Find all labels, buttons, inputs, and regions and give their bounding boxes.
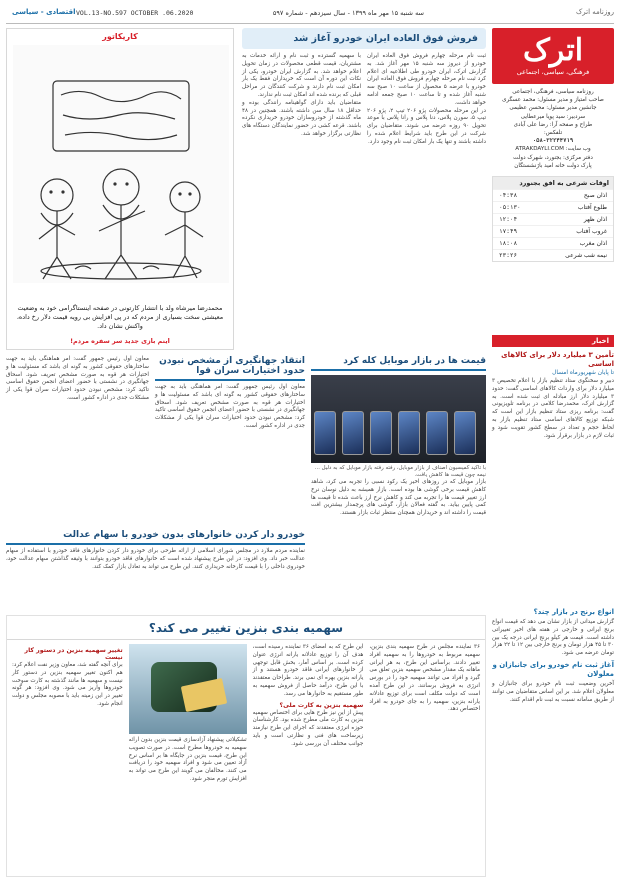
fuel-pump-photo [129,644,247,734]
phones-photo [311,375,486,463]
news-column-lower [492,605,614,875]
prayer-row [493,189,613,201]
credit-line: جانشین مدیر مسئول: محسن عظیمی [509,105,597,112]
feature-subhead: سهمیه بنزین به کارت ملی؟ [279,701,364,709]
feature-paragraph: برای آنچه گفته شد، معاون وزیر نفت اعلام کرد: هم اکنون تغییر سهمیه بنزین در دستور کار نیست و سهمیه ها مانند گذشته به کارت سوخت خودروها واریز می شود. وی افزود: هر گونه تغییر در این زمینه باید با مصوبه مجلس و دولت انجام شود. [11,662,123,707]
prayer-time: ۲۳:۲۶ [499,252,518,260]
credit-line: دفتر مرکزی: بجنورد، شهرک دولت [513,154,593,161]
header-brand: روزنامه اترک [576,8,614,16]
credit-line: تلفکس: [543,130,563,137]
credit-line: سردبیر: سید پویا میرعطایی [520,113,586,120]
left-column-text [6,356,149,526]
header-strip [6,4,614,24]
prayer-time: ۰۴:۳۸ [499,192,518,200]
prayer-row [493,237,613,249]
news-headline[interactable]: آغاز ثبت نام خودرو برای جانبازان و معلولان [492,660,614,678]
prayer-row [493,201,613,213]
top-story-columns [242,53,486,147]
jahangiri-story-title[interactable]: انتقاد جهانگیری از مشخص نبودن حدود اختیارات سران قوا [155,356,305,381]
prayer-title: اوقات شرعی به افق بجنورد [493,177,613,189]
prayer-row [493,225,613,237]
story-paragraph: معاون اول رئیس جمهور گفت: امر هماهنگی باید به جهت ساختارهای حقوقی کشور به گونه ای باشد که مسئولیت ها و اختیارات هر قوه به صورت مشخص تعریف شود. اسحاق جهانگیری در نشستی با حضور اعضای انجمن حقوق اساسی تاکید کرد: مشخص نبودن حدود اختیارات سران قوا یکی از مشکلات جدی در اداره کشور است. [6,356,149,401]
cartoon-drawing [13,45,229,283]
prayer-times [492,176,614,262]
story-paragraph: معاون اول رئیس جمهور گفت: امر هماهنگی باید به جهت ساختارهای حقوقی کشور به گونه ای باشد که مسئولیت ها و اختیارات هر قوه به صورت مشخص تعریف شود. اسحاق جهانگیری در نشستی با حضور اعضای انجمن حقوق اساسی تاکید کرد: مشخص نبودن حدود اختیارات سران قوا یکی از مشکلات جدی در اداره کشور است. [155,384,305,429]
prayer-row [493,249,613,261]
feature-paragraph: این طرح که به امضای ۳۶ نماینده رسیده است، هدف آن را توزیع عادلانه یارانه انرژی عنوان کرده است. بر اساس آمار، بخش قابل توجهی از خانوارهای ایرانی فاقد خودرو هستند و از یارانه بنزین بهره ای نمی برند. طراحان معتقدند با این طرح، درآمد حاصل از فروش سهمیه به طور مستقیم به خانوارها می رسد. [252,644,364,697]
story-paragraph: ثبت نام مرحله چهارم فروش فوق العاده ایران خودرو از دیروز سه شنبه ۱۵ مهر آغاز شد. به گزارش اترک، ایران خودرو طی اطلاعیه ای اعلام کرد ثبت نام مرحله چهارم فروش فوق العاده ایران خودرو با عرضه ۵ محصول از ساعت ۱۰ صبح سه شنبه آغاز شده و تا ساعت ۱۰ صبح جمعه ادامه خواهد داشت. [367,53,486,106]
story-paragraph: با سهمیه گسترده و ثبت نام و ارائه خدمات به مشتریان، قیمت قطعی محصولات در زمان تحویل اعلام خواهد شد. به گزارش ایران خودرو، یکی از نکات این دوره آن است که خریداران فقط یک بار امکان ثبت نام دارند و شرکت کنندگان در مراحل قبلی که برنده شده اند امکان ثبت نام ندارند. [242,53,361,98]
header-date-fa: سه شنبه ۱۵ مهر ماه ۱۳۹۹ - سال سیزدهم - شماره ۵۹۷ [272,9,424,17]
credits-block [492,88,614,170]
story-paragraph: در این مرحله محصولات پژو ۲۰۶ تیپ ۲، پژو ۲۰۶ تیپ ۵، سورن پلاس، دنا پلاس و رانا پلاس با موعد تحویل ۹۰ روزه عرضه می شوند. متقاضیان برای شرکت در این طرح باید شرایط اعلام شده را داشته باشند و تنها یک بار امکان ثبت نام وجود دارد. [367,107,487,145]
cartoon-credit: اینم بازی جدید سر سفره مردم! [70,337,170,345]
khodro-story-title[interactable]: خودرو دار کردن خانوارهای بدون خودرو با سهام عدالت [6,530,305,545]
prayer-row [493,213,613,225]
khodro-story [6,530,305,610]
cartoon-caption: محمدرضا میرشاه ولد با انتشار کارتونی در صفحه اینستاگرامی خود به وضعیت معیشتی سخت بسیاری از مردم که در پی افزایش بی رویه قیمت دلار رخ داده، واکنش نشان داد. [16,304,224,330]
feature-paragraph: تشکیلاتی پیشنهاد آزادسازی قیمت بنزین بدون ارائه سهمیه به خودروها مطرح است. در صورت تصویب این طرح، قیمت بنزین در جایگاه ها بر اساس نرخ آزاد تعیین می شود و افراد سهمیه خود را دریافت می کنند. مخالفان می گویند این طرح می تواند به افزایش تورم منجر شود. [128,737,247,782]
khodro-story-columns [6,548,305,571]
feature-subhead: تغییر سهمیه بنزین در دستور کار نیست [24,647,123,661]
prayer-time: ۱۷:۴۹ [499,228,518,236]
news-body: آخرین وضعیت ثبت نام خودرو برای جانبازان و معلولان اعلام شد. بر این اساس متقاضیان می توانند از طریق سامانه نسبت به ثبت نام اقدام کنند. [492,680,614,703]
jahangiri-story [155,356,305,526]
story-paragraph: بازار موبایل که در روزهای اخیر یک رکود نسبی را تجربه می کرد، شاهد کاهش قیمت برخی گوشی ها بوده است. بازار همیشه به دلیل نوسان نرخ ارز تغییر قیمت ها را تجربه می کند و کاهش نرخ ارز باعث شده تا قیمت ها کمی پایین بیاید. به گفته فعالان بازار، گوشی های پرچمدار بیشترین افت قیمت را داشته اند و خریداران همچنان منتظر ثبات بازار هستند. [311,479,486,517]
feature-column [253,644,364,784]
cartoon-box [6,28,234,350]
prayer-label: اذان ظهر [583,216,607,224]
mobile-story [311,356,486,606]
prayer-label: نیمه شب شرعی [565,252,607,260]
credit-line: پارک دولت خانه امید باژنشستگان [514,162,592,169]
credit-line: صاحب امتیاز و مدیر مسئول: محمد عسگری [502,97,604,104]
feature-column [12,644,123,784]
credit-line: روزنامه سیاسی، فرهنگی، اجتماعی [512,89,594,95]
feature-paragraph: ۳۶ نماینده مجلس در طرح سهمیه بندی بنزین، سهمیه مربوط به خودروها را به سهمیه افراد تغییر دادند. براساس این طرح، به هر ایرانی ماهانه یک مقدار مشخص سهمیه بنزین تعلق می گیرد و افراد می توانند سهمیه خود را در بورس انرژی به فروش برسانند. در این طرح آمده است که دولت مکلف است برای توزیع عادلانه یارانه بنزین، سهمیه را به جای خودرو به افراد اختصاص دهد. [369,644,480,713]
prayer-time: ۱۲:۰۴ [499,216,518,224]
credit-website: وب سایت: ATRAKDAYLI.COM [515,146,591,153]
cartoon-title: کاریکاتور [102,32,138,41]
prayer-label: طلوع آفتاب [577,204,607,212]
header-section: اقتصادی - سیاسی [12,8,76,16]
credit-line: طراح و صفحه آرا: رضا علی آبادی [513,121,593,128]
feature-paragraph: پیش از این نیز طرح هایی برای اختصاص سهمیه بنزین به کارت ملی مطرح شده بود. کارشناسان حوزه انرژی معتقدند که اجرای این طرح نیازمند زیرساخت های فنی و نظارتی است و باید جوانب مختلف آن بررسی شود. [252,709,364,747]
mobile-story-title[interactable]: قیمت ها در بازار موبایل کله کرد [311,356,486,371]
news-headline[interactable]: انواع برنج در بازار چند؟ [533,608,614,616]
news-body: دبیر و سخنگوی ستاد تنظیم بازار با اعلام تخصیص ۳ میلیارد دلار برای واردات کالاهای اساسی گفت: حدود ۳ میلیارد دلار ارز مبادله ای ثبت شده است. به گزارش اترک، محمدرضا کلامی در برنامه تلویزیونی گفت: برنامه ریزی ستاد تنظیم بازار این است که شبکه توزیع کالاهای اساسی ستاد تنظیم بازار به لحاظ حجم و تعداد در سطح کشور تقویت شود و ثبات لازم در بازار برقرار شود. [492,378,614,439]
news-headline[interactable]: تأمین ۳ میلیارد دلار برای کالاهای اساسی [501,351,614,368]
story-column [367,53,486,147]
feature-column [129,644,247,784]
feature-title[interactable]: سهمیه بندی بنزین تغییر می کند؟ [7,616,485,640]
header-date-en: VOL.13-NO.597 OCTOBER .06.2020 [76,9,194,17]
logo-word: اترک [522,33,584,68]
story-paragraph: متقاضیان باید دارای گواهینامه رانندگی بوده و حداقل ۱۸ سال سن داشته باشند. همچنین در ۴۸ ماه گذشته از خودروسازان خودرو خریداری نکرده باشند. قرعه کشی در حضور نمایندگان دستگاه های نظارتی برگزار خواهد شد. [242,99,361,137]
feature-column [369,644,480,784]
news-body: گزارش میدانی از بازار نشان می دهد که قیمت انواع برنج ایرانی و خارجی در هفته های اخیر تغییراتی داشته است. قیمت هر کیلو برنج ایرانی درجه یک بین ۳۰ تا ۴۵ هزار تومان و برنج خارجی بین ۱۲ تا ۲۲ هزار تومان عرضه می شود. [492,619,614,657]
news-subhead: تا پایان شهریورماه امسال [552,370,614,376]
prayer-label: غروب آفتاب [576,228,607,236]
news-section-bar: اخبار [492,335,614,347]
credit-phone: ۰۵۸-۳۲۲۴۴۷۱۹ [532,138,574,145]
photo-caption: با تاکید کمیسیون اصناف از بازار موبایل، رفته رفته بازار موبایل که به دلیل ... نیمه چون قیمت ها کاهش یافت. [314,465,486,478]
fuel-feature [6,615,486,877]
logo-tagline: فرهنگی، سیاسی، اجتماعی [516,68,590,76]
story-paragraph: نماینده مردم ملارد در مجلس شورای اسلامی از ارائه طرحی برای خودرو دار کردن خانوارهای فاقد خودرو با استفاده از سهام عدالت خبر داد. وی افزود: در این طرح پیشنهاد شده است که خانوارهای فاقد خودرو بتوانند با وثیقه گذاشتن سهام عدالت خود، خودروی داخلی را با قیمت کارخانه خریداری کنند. این طرح می تواند به تعادل بازار کمک کند. [6,548,305,570]
info-column [492,28,614,328]
top-story [242,28,486,350]
prayer-time: ۰۵:۱۳۰ [499,204,521,212]
story-column [242,53,361,147]
masthead-logo [492,28,614,84]
feature-body [7,640,485,788]
top-story-title[interactable]: فروش فوق العاده ایران خودرو آغاز شد [242,28,486,49]
prayer-label: اذان صبح [583,192,607,200]
prayer-time: ۱۸:۰۸ [499,240,518,248]
news-column [492,335,614,600]
prayer-label: اذان مغرب [579,240,607,248]
